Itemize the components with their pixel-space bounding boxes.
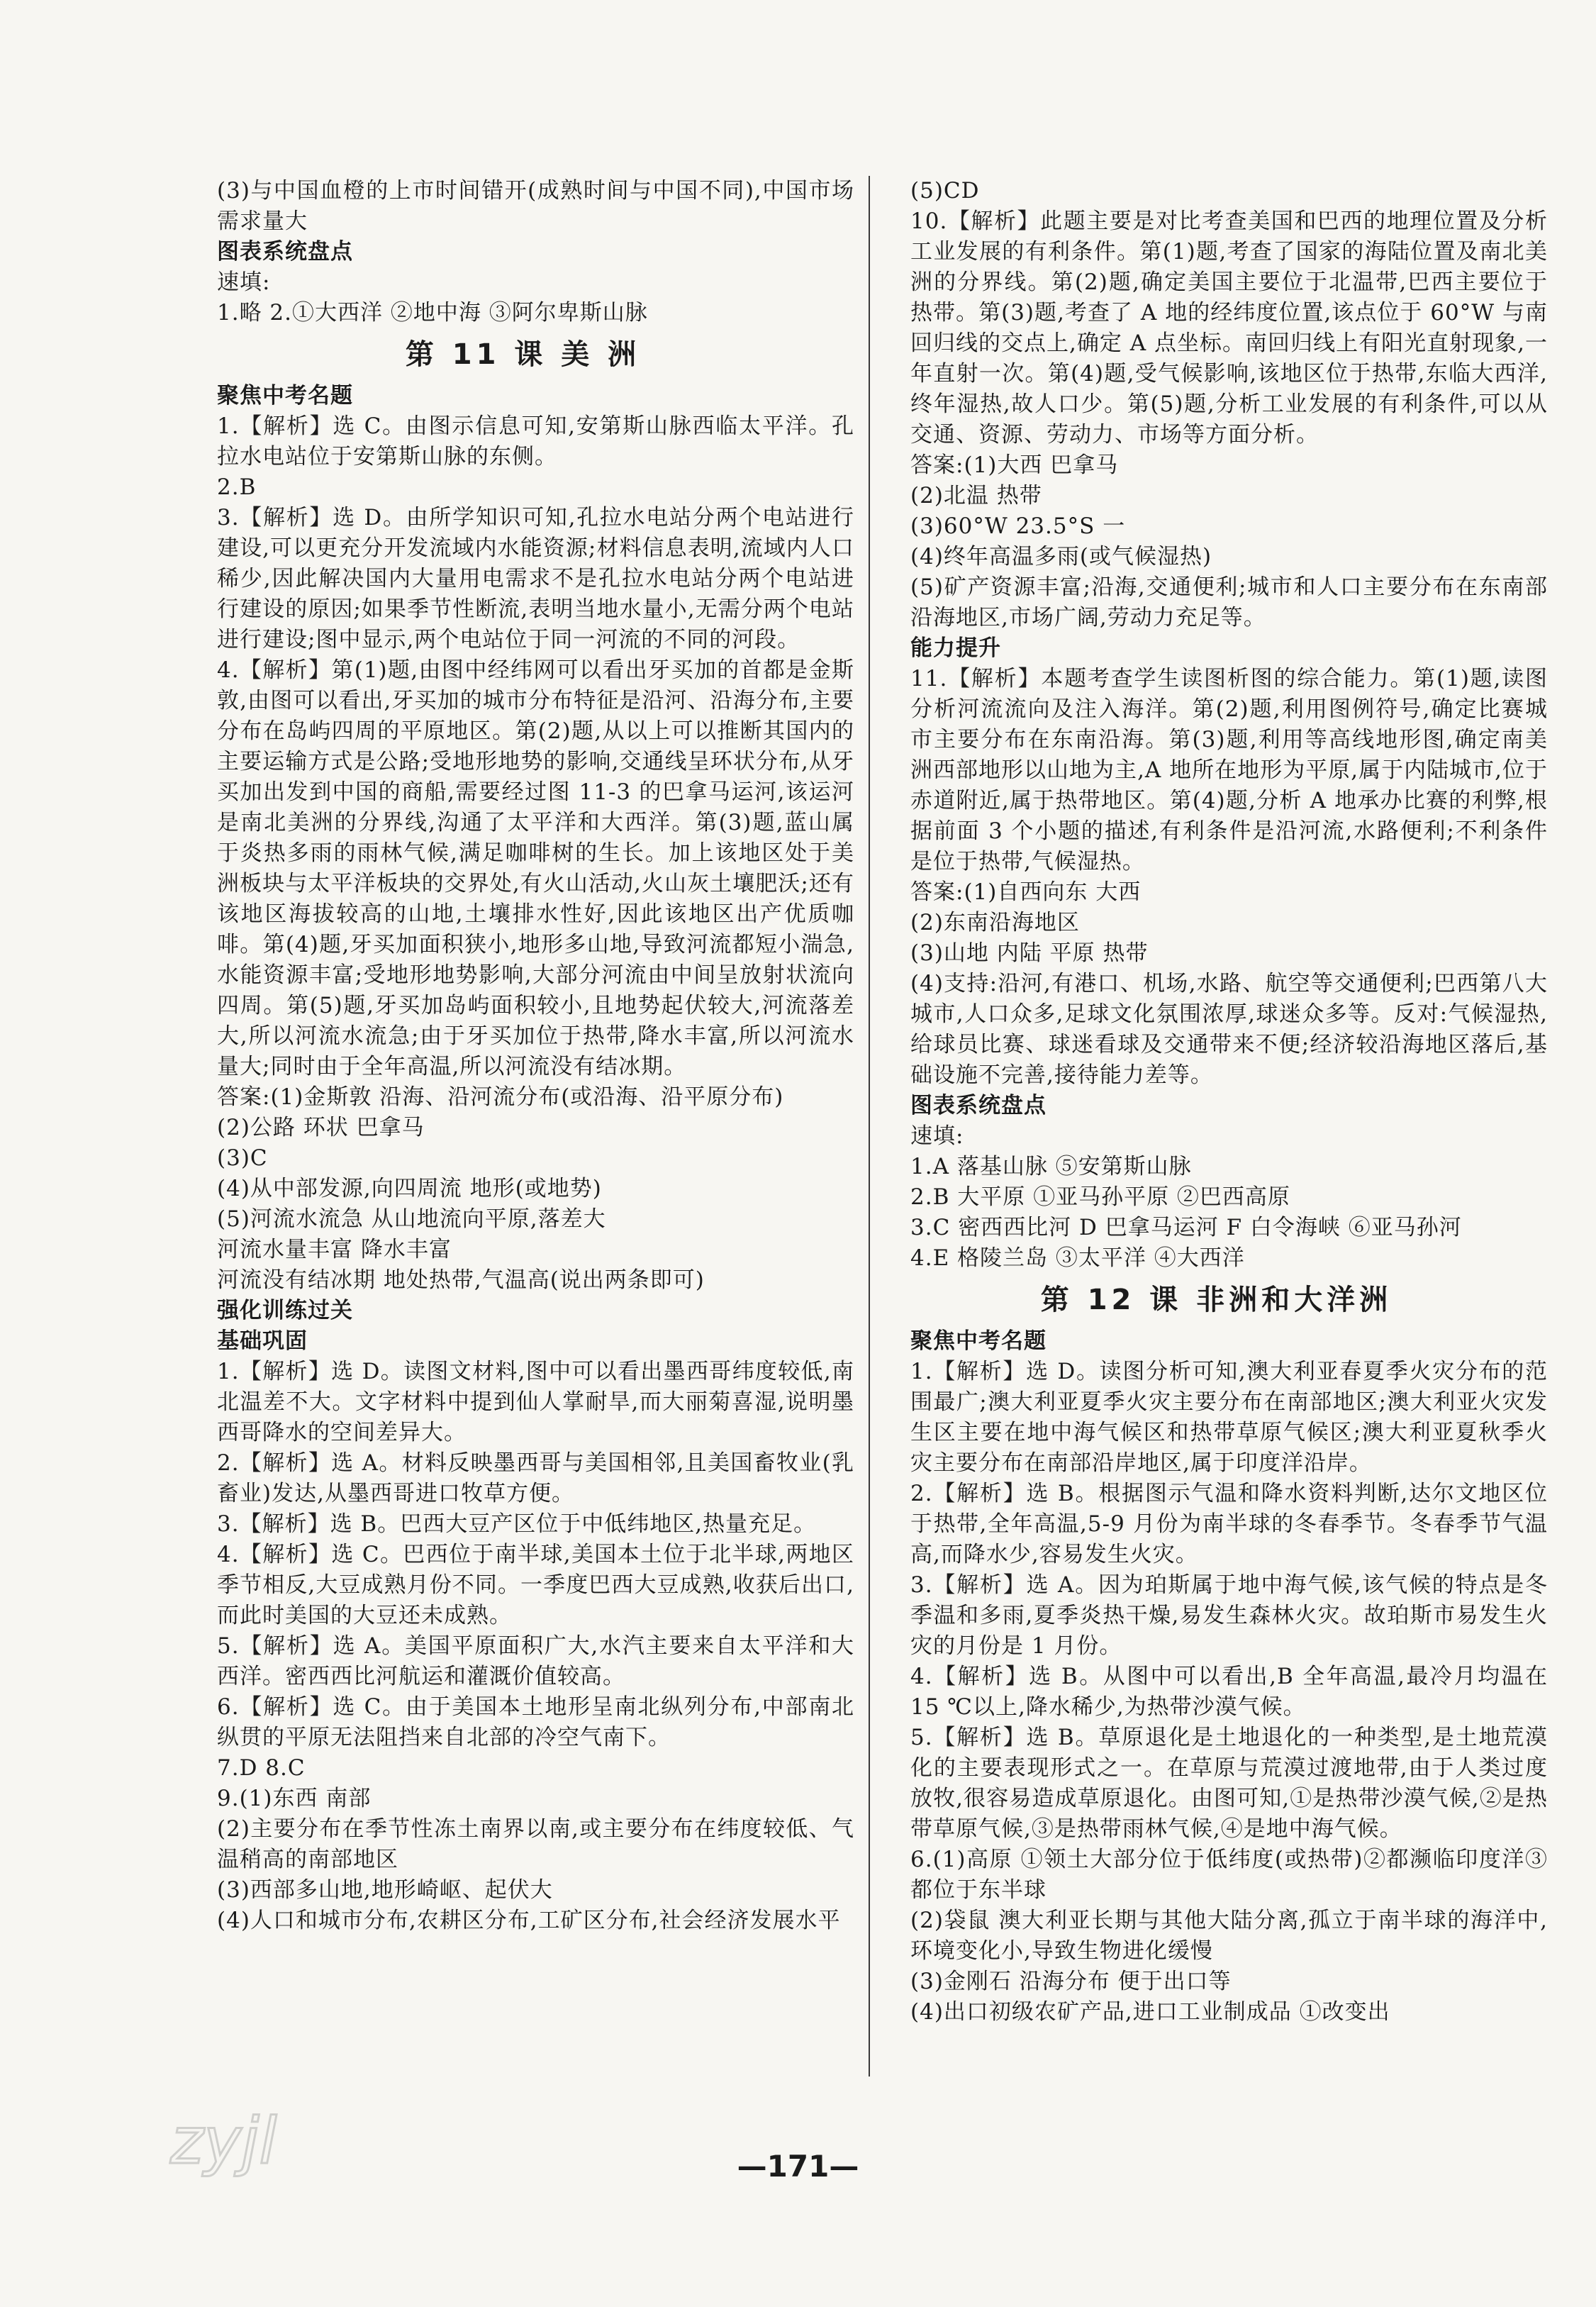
text-paragraph: (3)山地 内陆 平原 热带 (910, 940, 1149, 966)
subsection-title: 聚焦中考名题 (910, 1328, 1047, 1354)
text-paragraph: 4.E 格陵兰岛 ③太平洋 ④大西洋 (910, 1245, 1245, 1271)
text-paragraph: (3)金刚石 沿海分布 便于出口等 (910, 1969, 1232, 1994)
text-paragraph: 4.【解析】第(1)题,由图中经纬网可以看出牙买加的首都是金斯敦,由图可以看出,牙买加的城市分布特征是沿河、沿海分布,主要分布在岛屿四周的平原地区。第(2)题,从以上可以推断其国内的主要运输方式是公路;受地形地势的影响,交通线呈环状分布,从牙买加出发到中国的商船,需要经过图 11-3 的巴拿马运河,该运河是南北美洲的分界线,沟通了太平洋和大西洋。第(3)题,蓝山属于炎热多雨的雨林气候,满足咖啡树的生长。加上该地区处于美洲板块与太平洋板块的交界处,有火山活动,火山灰土壤肥沃;还有该地区海拔较高的山地,土壤排水性好,因此该地区出产优质咖啡。第(4)题,牙买加面积狭小,地形多山地,导致河流都短小湍急,水能资源丰富;受地形地势影响,大部分河流由中间呈放射状流向四周。第(5)题,牙买加岛屿面积较小,且地势起伏较大,河流落差大,所以河流水流急;由于牙买加位于热带,降水丰富,所以河流水量大;同时由于全年高温,所以河流没有结冰期。 (217, 657, 854, 1079)
text-paragraph: (2)东南沿海地区 (910, 910, 1080, 935)
left-column (191, 176, 854, 2133)
subsection-title: 基础巩固 (217, 1328, 308, 1354)
text-paragraph: 1.略 2.①大西洋 ②地中海 ③阿尔卑斯山脉 (217, 300, 648, 326)
text-paragraph: 河流没有结冰期 地处热带,气温高(说出两条即可) (217, 1267, 705, 1293)
text-paragraph: (4)终年高温多雨(或气候湿热) (910, 544, 1212, 569)
text-paragraph: (5)河流水流急 从山地流向平原,落差大 (217, 1206, 606, 1232)
page-number: —171— (737, 2149, 859, 2184)
text-paragraph: 4.【解析】选 B。从图中可以看出,B 全年高温,最冷月均温在 15 ℃以上,降水稀少,为热带沙漠气候。 (910, 1664, 1548, 1720)
text-paragraph: 6.【解析】选 C。由于美国本土地形呈南北纵列分布,中部南北纵贯的平原无法阻挡来自北部的冷空气南下。 (217, 1694, 854, 1750)
section-heading: 第 12 课 非洲和大洋洲 (1040, 1284, 1393, 1316)
text-paragraph: 9.(1)东西 南部 (217, 1786, 372, 1811)
text-paragraph: 7.D 8.C (217, 1755, 306, 1781)
text-paragraph: (3)60°W 23.5°S 一 (910, 513, 1126, 539)
text-paragraph: 1.A 落基山脉 ⑤安第斯山脉 (910, 1154, 1192, 1179)
text-paragraph: 2.【解析】选 A。材料反映墨西哥与美国相邻,且美国畜牧业(乳畜业)发达,从墨西哥进口牧草方便。 (217, 1450, 854, 1506)
column-divider (869, 176, 870, 2077)
text-paragraph: (2)北温 热带 (910, 483, 1042, 508)
svg-text:zyjl: zyjl (170, 2104, 277, 2179)
text-paragraph: 3.【解析】选 B。巴西大豆产区位于中低纬地区,热量充足。 (217, 1511, 817, 1537)
text-paragraph: 河流水量丰富 降水丰富 (217, 1237, 452, 1262)
subsection-title: 能力提升 (910, 635, 1001, 661)
text-paragraph: 11.【解析】本题考查学生读图析图的综合能力。第(1)题,读图分析河流流向及注入海洋。第(2)题,利用图例符号,确定比赛城市主要分布在东南沿海。第(3)题,利用等高线地形图,确定南美洲西部地形以山地为主,A 地所在地形为平原,属于内陆城市,位于赤道附近,属于热带地区。第(4)题,分析 A 地承办比赛的利弊,根据前面 3 个小题的描述,有利条件是沿河流,水路便利;不利条件是位于热带,气候湿热。 (910, 666, 1548, 874)
text-paragraph: (3)与中国血橙的上市时间错开(成熟时间与中国不同),中国市场需求量大 (217, 178, 854, 234)
text-paragraph: (3)西部多山地,地形崎岖、起伏大 (217, 1877, 553, 1903)
text-paragraph: (5)CD (910, 178, 980, 204)
text-paragraph: 答案:(1)大西 巴拿马 (910, 452, 1119, 478)
text-paragraph: 速填: (217, 269, 271, 295)
text-paragraph: 5.【解析】选 B。草原退化是土地退化的一种类型,是土地荒漠化的主要表现形式之一。在草原与荒漠过渡地带,由于人类过度放牧,很容易造成草原退化。由图可知,①是热带沙漠气候,②是热带草原气候,③是热带雨林气候,④是地中海气候。 (910, 1725, 1548, 1842)
text-paragraph: 答案:(1)金斯敦 沿海、沿河流分布(或沿海、沿平原分布) (217, 1084, 784, 1110)
text-paragraph: 3.【解析】选 A。因为珀斯属于地中海气候,该气候的特点是冬季温和多雨,夏季炎热干燥,易发生森林火灾。故珀斯市易发生火灾的月份是 1 月份。 (910, 1572, 1548, 1659)
text-paragraph: (3)C (217, 1145, 268, 1171)
text-paragraph: (2)公路 环状 巴拿马 (217, 1115, 425, 1140)
text-paragraph: 3.【解析】选 D。由所学知识可知,孔拉水电站分两个电站进行建设,可以更充分开发流域内水能资源;材料信息表明,流域内人口稀少,因此解决国内大量用电需求不是孔拉水电站分两个电站进行建设的原因;如果季节性断流,表明当地水量小,无需分两个电站进行建设;图中显示,两个电站位于同一河流的不同的河段。 (217, 505, 854, 652)
text-paragraph: 5.【解析】选 A。美国平原面积广大,水汽主要来自太平洋和大西洋。密西西比河航运和灌溉价值较高。 (217, 1633, 854, 1689)
text-paragraph: 4.【解析】选 C。巴西位于南半球,美国本土位于北半球,两地区季节相反,大豆成熟月份不同。一季度巴西大豆成熟,收获后出口,而此时美国的大豆还未成熟。 (217, 1542, 854, 1628)
text-paragraph: 答案:(1)自西向东 大西 (910, 879, 1142, 905)
subsection-title: 聚焦中考名题 (217, 383, 353, 408)
text-paragraph: 2.B 大平原 ①亚马孙平原 ②巴西高原 (910, 1184, 1290, 1210)
text-paragraph: 1.【解析】选 D。读图分析可知,澳大利亚春夏季火灾分布的范围最广;澳大利亚夏季火灾主要分布在南部地区;澳大利亚火灾发生区主要在地中海气候区和热带草原气候区;澳大利亚夏秋季火灾主要分布在南部沿岸地区,属于印度洋沿岸。 (910, 1359, 1548, 1476)
text-paragraph: 2.B (217, 474, 257, 500)
subsection-title: 图表系统盘点 (910, 1093, 1047, 1118)
right-column (885, 176, 1548, 2133)
text-paragraph: 速填: (910, 1123, 964, 1149)
text-paragraph: (4)出口初级农矿产品,进口工业制成品 ①改变出 (910, 1999, 1390, 2025)
subsection-title: 图表系统盘点 (217, 239, 353, 265)
text-paragraph: 1.【解析】选 D。读图文材料,图中可以看出墨西哥纬度较低,南北温差不大。文字材料中提到仙人掌耐旱,而大丽菊喜湿,说明墨西哥降水的空间差异大。 (217, 1359, 854, 1445)
text-paragraph: 10.【解析】此题主要是对比考查美国和巴西的地理位置及分析工业发展的有利条件。第(1)题,考查了国家的海陆位置及南北美洲的分界线。第(2)题,确定美国主要位于北温带,巴西主要位于热带。第(3)题,考查了 A 地的经纬度位置,该点位于 60°W 与南回归线的交点上,确定 A 点坐标。南回归线上有阳光直射现象,一年直射一次。第(4)题,受气候影响,该地区位于热带,东临大西洋,终年湿热,故人口少。第(5)题,分析工业发展的有利条件,可以从交通、资源、劳动力、市场等方面分析。 (910, 209, 1548, 447)
text-paragraph: 2.【解析】选 B。根据图示气温和降水资料判断,达尔文地区位于热带,全年高温,5-9 月份为南半球的冬春季节。冬春季节气温高,而降水少,容易发生火灾。 (910, 1481, 1548, 1567)
subsection-title: 强化训练过关 (217, 1298, 353, 1323)
text-paragraph: (2)袋鼠 澳大利亚长期与其他大陆分离,孤立于南半球的海洋中,环境变化小,导致生物进化缓慢 (910, 1908, 1548, 1964)
text-paragraph: (4)人口和城市分布,农耕区分布,工矿区分布,社会经济发展水平 (217, 1908, 841, 1933)
section-heading: 第 11 课 美 洲 (405, 338, 641, 371)
text-paragraph: 3.C 密西西比河 D 巴拿马运河 F 白令海峡 ⑥亚马孙河 (910, 1215, 1462, 1240)
text-paragraph: 6.(1)高原 ①领土大部分位于低纬度(或热带)②都濒临印度洋③都位于东半球 (910, 1847, 1548, 1903)
text-paragraph: (4)从中部发源,向四周流 地形(或地势) (217, 1176, 602, 1201)
text-paragraph: (4)支持:沿河,有港口、机场,水路、航空等交通便利;巴西第八大城市,人口众多,足球文化氛围浓厚,球迷众多等。反对:气候湿热,给球员比赛、球迷看球及交通带来不便;经济较沿海地区落后,基础设施不完善,接待能力差等。 (910, 971, 1548, 1088)
text-paragraph: (2)主要分布在季节性冻土南界以南,或主要分布在纬度较低、气温稍高的南部地区 (217, 1816, 854, 1872)
text-paragraph: 1.【解析】选 C。由图示信息可知,安第斯山脉西临太平洋。孔拉水电站位于安第斯山脉的东侧。 (217, 413, 854, 469)
text-paragraph: (5)矿产资源丰富;沿海,交通便利;城市和人口主要分布在东南部沿海地区,市场广阔,劳动力充足等。 (910, 574, 1548, 630)
